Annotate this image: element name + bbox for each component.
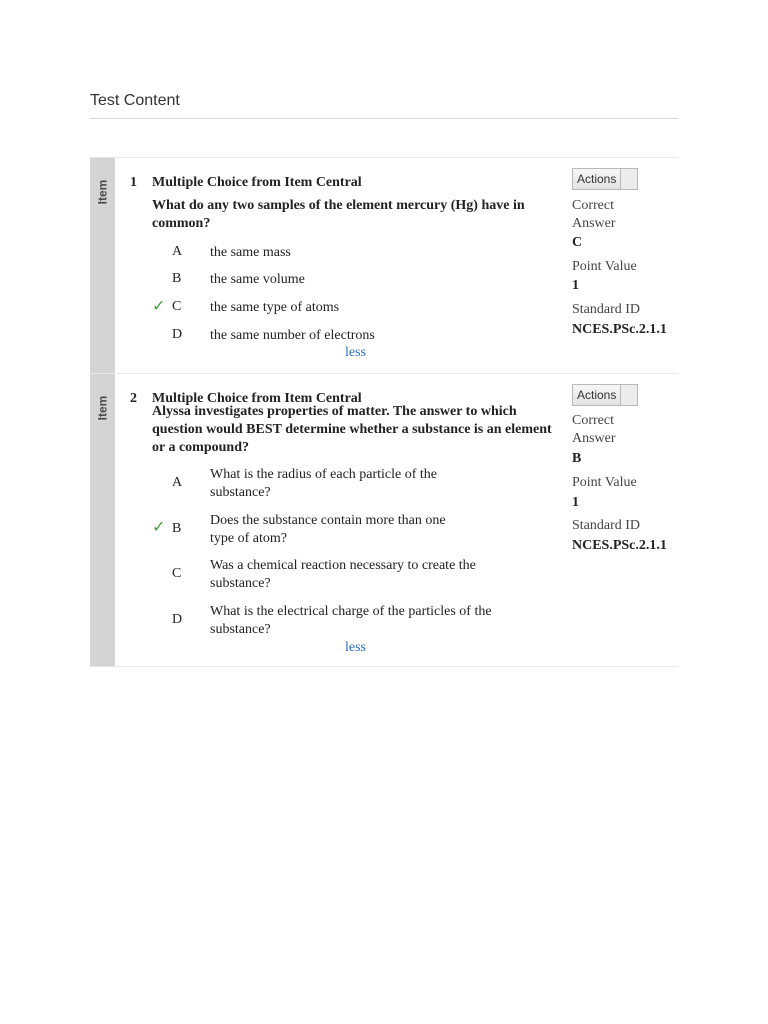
- point-value-label: Point Value: [572, 259, 637, 274]
- choice-text: the same volume: [210, 272, 305, 287]
- choice-letter: C: [172, 299, 182, 314]
- correct-answer-label: Correct Answer: [572, 198, 616, 231]
- item-bar-label: Item: [95, 179, 110, 205]
- item-number: 1: [130, 175, 137, 190]
- choice-b: [152, 511, 542, 551]
- check-icon: ✓: [152, 298, 166, 315]
- choice-text: the same mass: [210, 245, 291, 260]
- less-link[interactable]: less: [345, 345, 366, 360]
- item-side-bar: [90, 158, 115, 373]
- point-value: 1: [572, 278, 579, 293]
- choice-letter: A: [172, 475, 183, 490]
- actions-label: Actions: [577, 388, 617, 402]
- dropdown-arrow-icon[interactable]: [620, 169, 637, 189]
- choice-text: the same type of atoms: [210, 300, 340, 315]
- item-number: 2: [130, 391, 137, 406]
- standard-id-label: Standard ID: [572, 302, 641, 317]
- actions-button[interactable]: [572, 384, 638, 406]
- title-divider: [90, 118, 678, 119]
- choice-letter: C: [172, 566, 182, 581]
- choice-text: Does the substance contain more than one type of atom?: [210, 513, 446, 546]
- item-side-bar: [90, 374, 115, 666]
- standard-id-value: NCES.PSc.2.1.1: [572, 538, 667, 553]
- item-type: Multiple Choice from Item Central: [152, 391, 362, 406]
- correct-answer-label: Correct Answer: [572, 413, 616, 446]
- item-type: Multiple Choice from Item Central: [152, 175, 362, 190]
- choice-text: What is the radius of each particle of the substance?: [210, 467, 438, 500]
- choice-a: [152, 243, 542, 267]
- actions-button[interactable]: [572, 168, 638, 190]
- page-title: Test Content: [90, 92, 180, 109]
- actions-label: Actions: [577, 172, 617, 186]
- item-bar-label: Item: [95, 395, 110, 421]
- choice-letter: D: [172, 327, 183, 342]
- item-card-1: [90, 157, 678, 374]
- question-text: What do any two samples of the element mercury (Hg) have in common?: [152, 198, 525, 231]
- choice-text: What is the electrical charge of the particles of the substance?: [210, 604, 492, 637]
- point-value: 1: [572, 495, 579, 510]
- choice-letter: A: [172, 244, 183, 259]
- choice-letter: B: [172, 271, 182, 286]
- choice-text: Was a chemical reaction necessary to create the substance?: [210, 558, 476, 591]
- choice-b: [152, 270, 542, 294]
- less-link[interactable]: less: [345, 640, 366, 655]
- choice-text: the same number of electrons: [210, 328, 375, 343]
- item-card-2: [90, 373, 678, 667]
- choice-c: [152, 556, 542, 596]
- choice-a: [152, 465, 542, 505]
- choice-c: [152, 298, 542, 322]
- correct-answer-value: B: [572, 451, 582, 466]
- choice-letter: B: [172, 521, 182, 536]
- dropdown-arrow-icon[interactable]: [620, 385, 637, 405]
- standard-id-value: NCES.PSc.2.1.1: [572, 322, 667, 337]
- question-text: Alyssa investigates properties of matter. The answer to which question would BEST determine whether a substance is an element or a compound?: [152, 404, 552, 455]
- point-value-label: Point Value: [572, 475, 637, 490]
- check-icon: ✓: [152, 519, 166, 536]
- choice-d: [152, 602, 542, 642]
- correct-answer-value: C: [572, 235, 583, 250]
- choice-letter: D: [172, 612, 183, 627]
- standard-id-label: Standard ID: [572, 518, 641, 533]
